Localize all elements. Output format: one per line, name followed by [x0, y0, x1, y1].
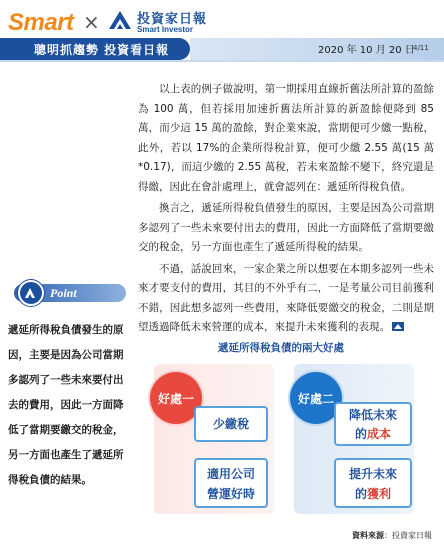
- header: [0, 0, 444, 72]
- paragraph-3: [138, 260, 434, 338]
- paragraph-2: 換言之，遞延所得稅負債發生的原因，主要是因為公司當期多認列了一些未來要付出去的費用，因此一方面降低了當期要繳交的稅金，另一方面也產生了遞延所得稅的結果。: [138, 202, 434, 253]
- issue-date: 2020 年 10 月 20 日: [318, 45, 415, 56]
- point-summary: 遞延所得稅負債發生的原因，主要是因為公司當期多認列了一些未來要付出去的費用，因此一方面降低了當期要繳交的稅金，另一方面也產生了遞延所得稅負債的結果。: [8, 324, 124, 486]
- benefit-two-item-2: [334, 458, 412, 508]
- point-badge: [14, 280, 126, 306]
- source-note: [352, 530, 432, 541]
- benefit-two-item-2-line-2: [336, 484, 410, 504]
- point-label: Point: [50, 286, 77, 300]
- benefits-diagram: [148, 360, 438, 520]
- benefit-two-item-2-line-1: 提升未來: [348, 467, 397, 481]
- logo-separator: ×: [83, 10, 100, 34]
- benefit-two-item-1-highlight: 成本: [367, 427, 392, 441]
- investor-logo-icon: [107, 7, 133, 33]
- benefit-one-item-1: 少繳稅: [194, 406, 268, 442]
- benefit-two-item-2-highlight: 獲利: [367, 487, 392, 501]
- benefit-one-item-2-line-1: 適用公司: [206, 467, 255, 481]
- article-body: [138, 80, 434, 340]
- page-number: 4/11: [413, 44, 429, 52]
- benefit-two-item-2-pre: 的: [354, 487, 367, 501]
- paragraph-1: 以上表的例子做說明，第一期採用直線折舊法所計算的盈餘為 100 萬，但若採用加速折舊法所計算的新盈餘便降到 85 萬，而少這 15 萬的盈餘，對企業來說，當期便可少繳一點稅，此外，若以 17%的企業所得稅計算，便可少繳 2.55 萬(15 萬*0.17)，而這少繳的 2.55 萬稅，若未來盈餘不變下，終究還是得繳，因此在會計處理上，就會認列在：遞延所得稅負債。: [138, 83, 434, 193]
- brand-chinese: 投資家日報: [137, 12, 208, 27]
- source-label: 資料來源: [352, 531, 384, 540]
- benefit-two-item-1-line-2: [336, 425, 410, 444]
- benefit-one-item-2-line-2: 營運好時: [206, 487, 255, 501]
- paragraph-3-text: 不過，話說回來，一家企業之所以想要在本期多認列一些未來才要支付的費用，其目的不外乎有二，一是考量公司目前獲利不錯，因此想多認列一些費用，來降低要繳交的稅金，二則是期望透過降低未來營運的成本，來提升未來獲利的表現。: [138, 262, 434, 333]
- diagram-title: 遞延所得稅負債的兩大好處: [218, 342, 344, 354]
- end-mark-icon: [392, 322, 404, 331]
- header-divider: [0, 60, 444, 62]
- slogan-bar: [0, 38, 190, 60]
- source-text: ：投資家日報: [384, 531, 432, 540]
- point-logo-icon: [24, 287, 36, 299]
- benefit-one-item-2: [194, 458, 268, 508]
- benefit-two-item-1: [334, 402, 412, 446]
- benefit-two-item-1-line-1: 降低未來: [348, 408, 397, 422]
- benefit-two-bubble: 好處二: [290, 372, 342, 424]
- smart-logo: Smart: [8, 9, 74, 36]
- brand-english: Smart Investor: [137, 25, 194, 34]
- slogan: 聰明抓趨勢 投資看日報: [34, 43, 170, 57]
- benefit-two-item-1-pre: 的: [354, 427, 367, 441]
- benefit-one-bubble: 好處一: [150, 372, 202, 424]
